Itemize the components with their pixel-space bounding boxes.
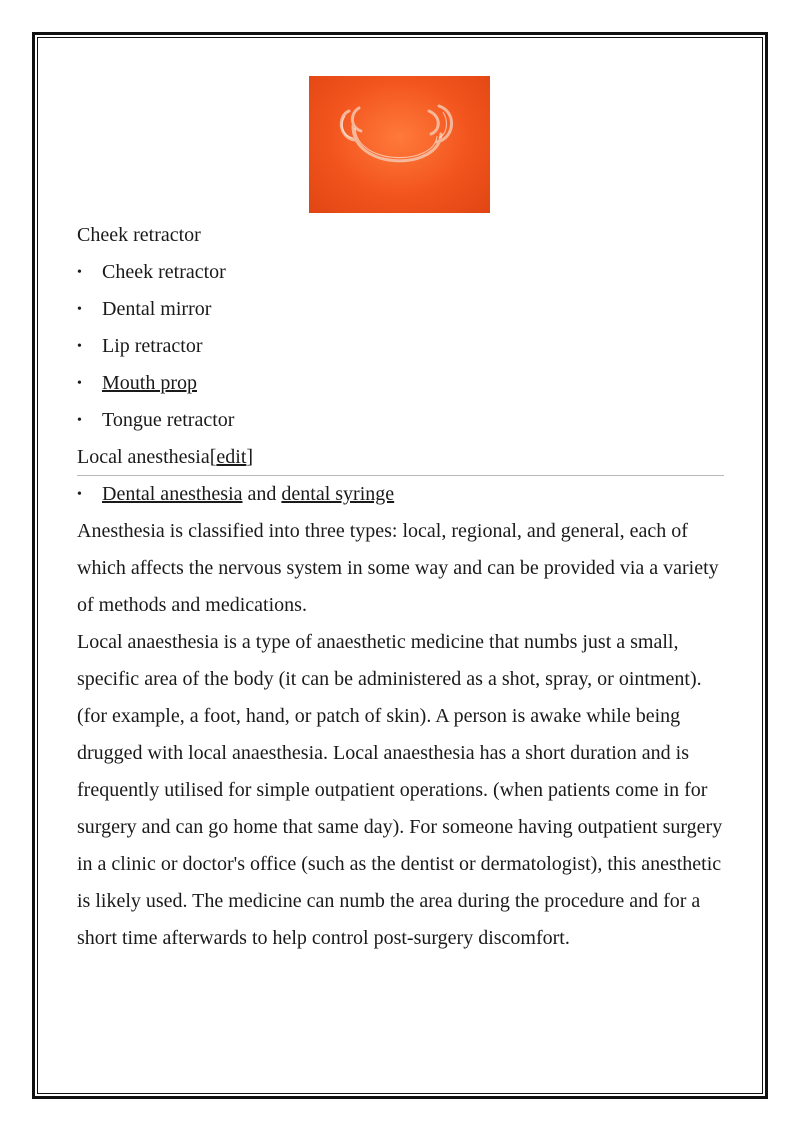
- list-item-label: Tongue retractor: [102, 409, 235, 431]
- list-item: [77, 291, 727, 328]
- edit-link[interactable]: edit: [216, 446, 247, 468]
- bullet-icon: •: [77, 413, 82, 428]
- bullet-icon: •: [77, 339, 82, 354]
- list-item: [77, 365, 727, 402]
- bullet-icon: •: [77, 302, 82, 317]
- bullet-icon: •: [77, 265, 82, 280]
- bullet-icon: •: [77, 376, 82, 391]
- list-item: [77, 254, 727, 291]
- bullet-icon: •: [77, 487, 82, 502]
- list-item-label: Dental mirror: [102, 298, 212, 320]
- connector-text: and: [242, 483, 282, 505]
- edit-bracket-open: [: [209, 446, 217, 468]
- instrument-list: [77, 254, 727, 439]
- document-body: [77, 75, 727, 957]
- list-item-label: Lip retractor: [102, 335, 203, 357]
- cheek-retractor-image: [309, 76, 490, 213]
- section-title: Local anesthesia: [77, 446, 210, 468]
- mouth-prop-link[interactable]: Mouth prop: [102, 372, 197, 394]
- list-item: [77, 328, 727, 365]
- see-also-list: [77, 476, 727, 513]
- paragraph-local-anaesthesia: Local anaesthesia is a type of anaesthetic medicine that numbs just a small, specific area of the body (it can be administered as a shot, spray, or ointment). (for example, a foot, hand, or patch of skin). A person is awake while being drugged with local anaesthesia. Local anaesthesia has a short duration and is frequently utilised for simple outpatient operations. (when patients come in for surgery and can go home that same day). For someone having outpatient surgery in a clinic or doctor's office (such as the dentist or dermatologist), this anesthetic is likely used. The medicine can numb the area during the procedure and for a short time afterwards to help control post-surgery discomfort.: [77, 631, 723, 949]
- dental-anesthesia-link[interactable]: Dental anesthesia: [102, 483, 243, 505]
- section-heading: [77, 439, 724, 476]
- list-item: [77, 402, 727, 439]
- cheek-retractor-photo-icon: [309, 76, 490, 213]
- list-item-label: Cheek retractor: [102, 261, 226, 283]
- figure-caption: Cheek retractor: [77, 224, 201, 246]
- paragraph-intro: Anesthesia is classified into three types: local, regional, and general, each of which affects the nervous system in some way and can be provided via a variety of methods and medications.: [77, 520, 719, 616]
- dental-syringe-link[interactable]: dental syringe: [281, 483, 395, 505]
- edit-bracket-close: ]: [246, 446, 254, 468]
- list-item: [77, 476, 727, 513]
